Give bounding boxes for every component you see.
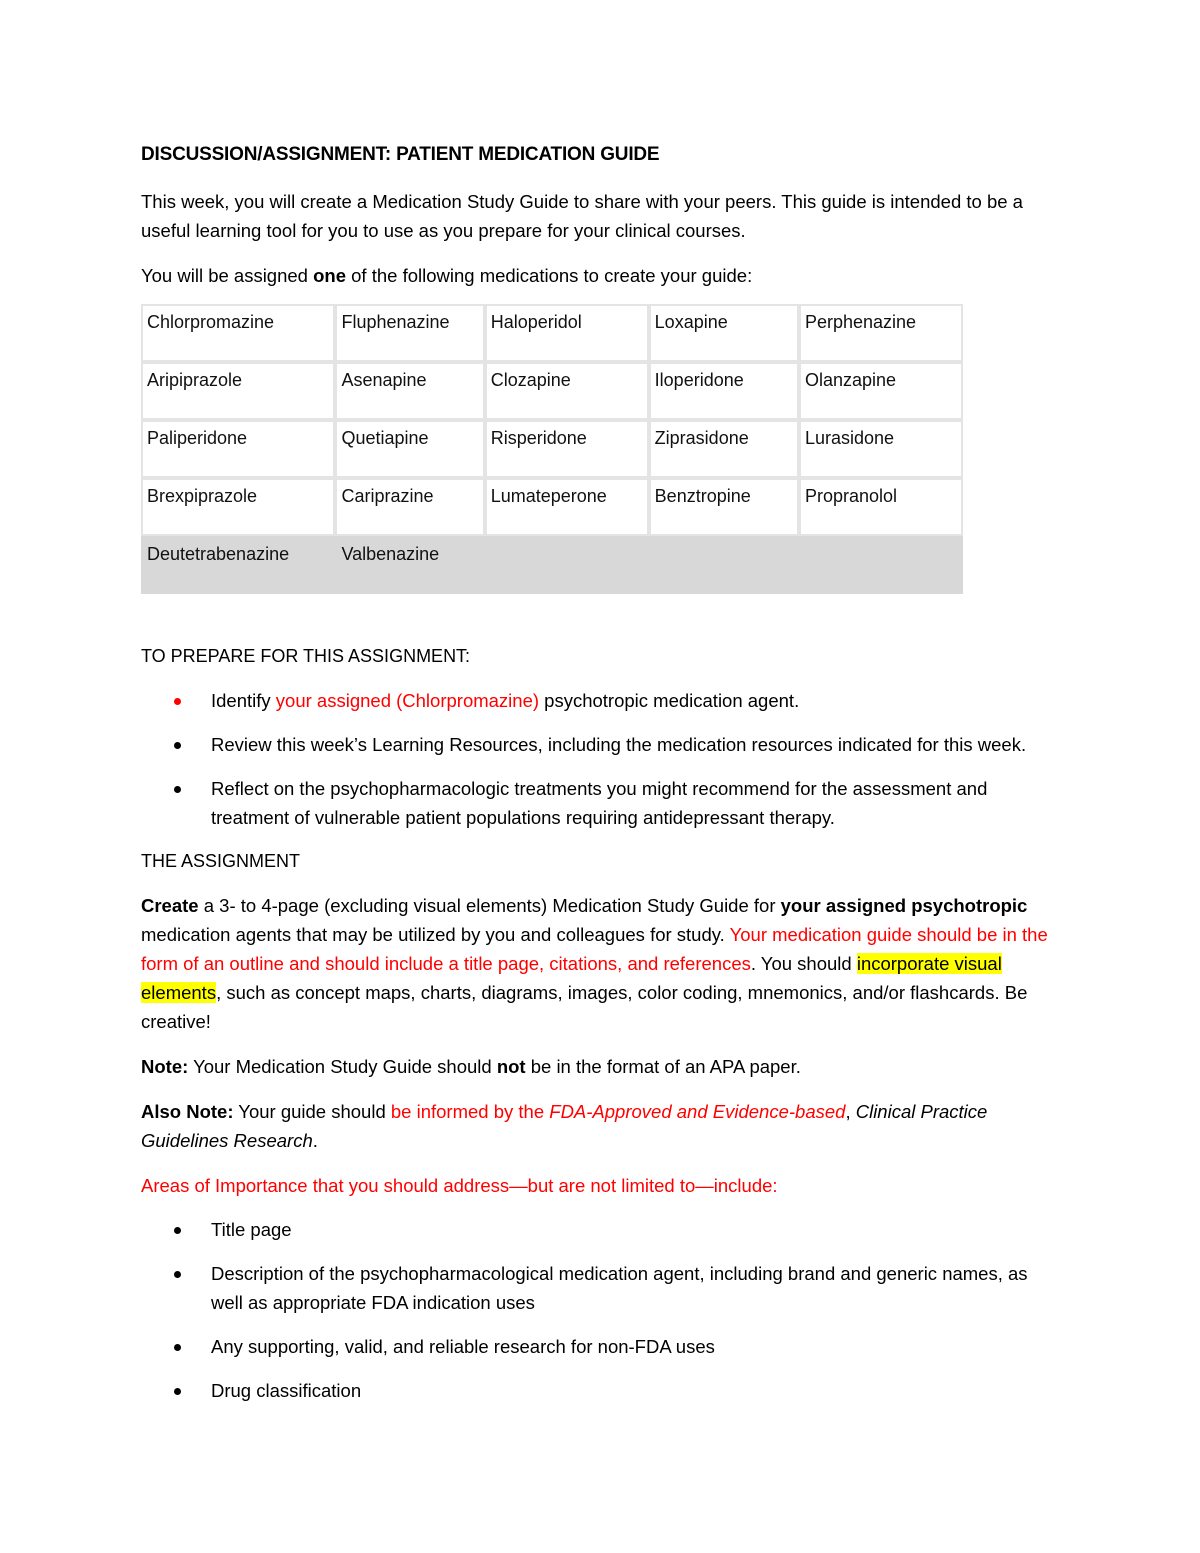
assignment-paragraph: Create a 3- to 4-page (excluding visual elements) Medication Study Guide for your assigned psychotropic medication agents that may be utilized by you and colleagues for study. Your medication guide should be in the form of an outline and should include a title page, citations, and references. You should incorporate visual elements, such as concept maps, charts, diagrams, images, color coding, mnemonics, and/or flashcards. Be creative! (141, 895, 1048, 1032)
intro-paragraph: This week, you will create a Medication Study Guide to share with your peers. This guide is intended to be a useful learning tool for you to use as you prepare for your clinical courses. (141, 191, 1023, 241)
bullet-icon (174, 698, 181, 705)
table-cell: Haloperidol (485, 304, 649, 362)
table-cell: Lurasidone (799, 420, 963, 478)
bullet-icon (174, 1227, 181, 1234)
table-row (141, 478, 963, 536)
bullet-icon (174, 1388, 181, 1395)
table-cell: Fluphenazine (335, 304, 484, 362)
outline-requirement: Your medication guide should be in the form of an outline and should include a title page, citations, and references (141, 924, 1048, 974)
bullet-icon (174, 1271, 181, 1278)
prepare-list (141, 686, 1051, 832)
table-row (141, 420, 963, 478)
list-item: Description of the psychopharmacological medication agent, including brand and generic names, as well as appropriate FDA indication uses (141, 1259, 1051, 1317)
table-cell: Lumateperone (485, 478, 649, 536)
list-item: Any supporting, valid, and reliable research for non-FDA uses (141, 1332, 1051, 1361)
table-cell: Quetiapine (335, 420, 484, 478)
table-row (141, 536, 963, 594)
list-item: Drug classification (141, 1376, 1051, 1405)
areas-list (141, 1215, 1051, 1405)
medications-table (141, 304, 963, 594)
table-cell (799, 536, 963, 594)
table-cell: Chlorpromazine (141, 304, 335, 362)
table-cell (485, 536, 649, 594)
list-item: Identify your assigned (Chlorpromazine) psychotropic medication agent. (141, 686, 1051, 715)
bullet-icon (174, 786, 181, 793)
page-title: DISCUSSION/ASSIGNMENT: PATIENT MEDICATION GUIDE (141, 144, 660, 165)
highlighted-text: incorporate visual elements (141, 953, 1002, 1003)
areas-heading: Areas of Importance that you should address—but are not limited to—include: (141, 1175, 778, 1196)
bullet-icon (174, 1344, 181, 1351)
table-cell: Iloperidone (649, 362, 799, 420)
table-cell: Clozapine (485, 362, 649, 420)
table-cell: Deutetrabenazine (141, 536, 335, 594)
table-cell: Paliperidone (141, 420, 335, 478)
table-cell: Olanzapine (799, 362, 963, 420)
table-row (141, 304, 963, 362)
assigned-medication: your assigned (Chlorpromazine) (275, 690, 540, 711)
document-page (141, 140, 1051, 1420)
table-cell: Brexpiprazole (141, 478, 335, 536)
table-cell: Aripiprazole (141, 362, 335, 420)
prepare-heading: TO PREPARE FOR THIS ASSIGNMENT: (141, 646, 471, 666)
table-cell: Risperidone (485, 420, 649, 478)
list-item: Reflect on the psychopharmacologic treatments you might recommend for the assessment and treatment of vulnerable patient populations requiring antidepressant therapy. (141, 774, 1051, 832)
table-row (141, 362, 963, 420)
table-cell (649, 536, 799, 594)
note-paragraph: Note: Your Medication Study Guide should not be in the format of an APA paper. (141, 1056, 801, 1077)
bullet-icon (174, 742, 181, 749)
emphasis-one: one (313, 265, 346, 286)
list-item: Title page (141, 1215, 1051, 1244)
assigned-paragraph: You will be assigned one of the following medications to create your guide: (141, 265, 753, 286)
table-cell: Asenapine (335, 362, 484, 420)
table-cell: Benztropine (649, 478, 799, 536)
table-cell: Perphenazine (799, 304, 963, 362)
table-cell: Loxapine (649, 304, 799, 362)
table-cell: Cariprazine (335, 478, 484, 536)
list-item: Review this week’s Learning Resources, including the medication resources indicated for this week. (141, 730, 1051, 759)
also-note-paragraph: Also Note: Your guide should be informed by the FDA-Approved and Evidence-based, Clinical Practice Guidelines Research. (141, 1101, 988, 1151)
assignment-heading: THE ASSIGNMENT (141, 851, 301, 871)
table-cell: Propranolol (799, 478, 963, 536)
table-cell: Valbenazine (335, 536, 484, 594)
table-cell: Ziprasidone (649, 420, 799, 478)
